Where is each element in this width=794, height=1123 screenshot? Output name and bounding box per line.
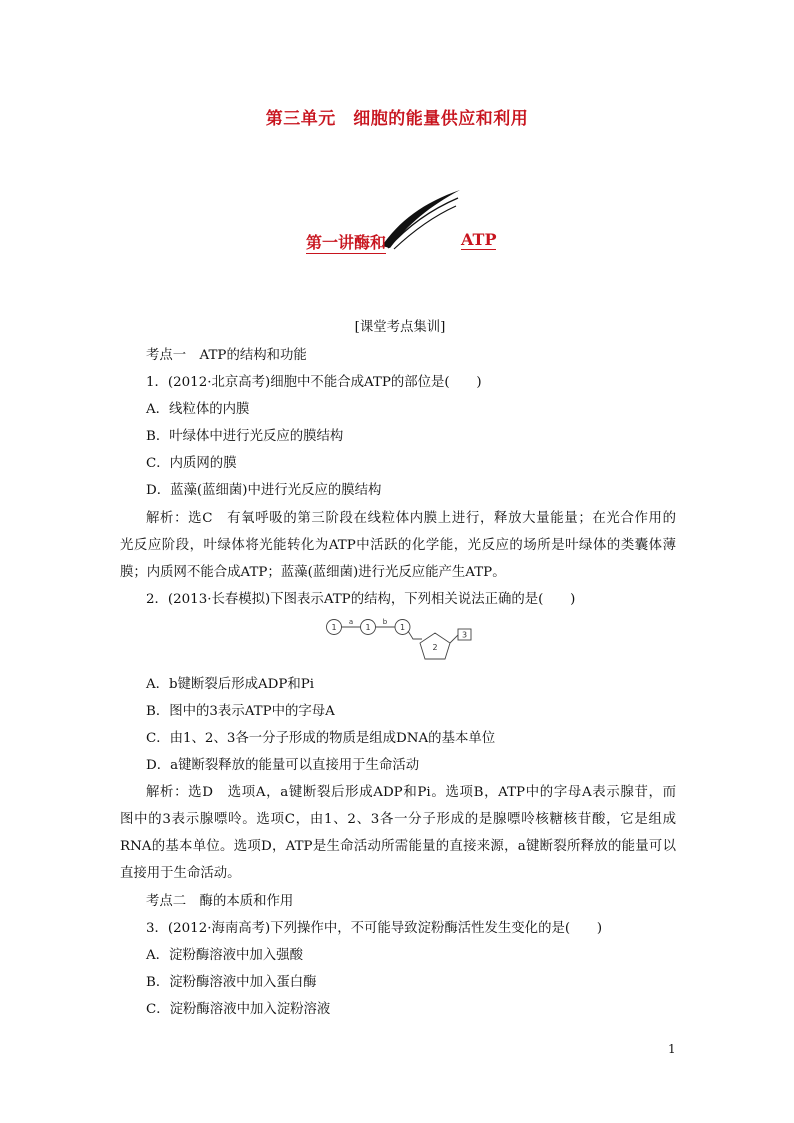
section-header: [课堂考点集训] [354,320,446,335]
option-text: B．淀粉酶溶液中加入蛋白酶 [146,975,317,990]
base-label: 3 [461,630,468,640]
question-text: 3．(2012·海南高考)下列操作中，不可能导致淀粉酶活性发生变化的是( ) [146,921,603,936]
option-text: A．线粒体的内膜 [146,402,250,417]
bond-a-label: a [348,618,354,626]
option-text: B．图中的3表示ATP中的字母A [146,704,335,719]
topic-heading: 考点一 ATP的结构和功能 [146,348,307,363]
option-text: D．蓝藻(蓝细菌)中进行光反应的膜结构 [146,483,382,498]
unit-title: 第三单元 细胞的能量供应和利用 [265,109,529,129]
lecture-title [300,230,500,254]
lecture-title-part2: ATP [461,230,497,249]
answer-text: 解析：选C 有氧呼吸的第三阶段在线粒体内膜上进行，释放大量能量；在光合作用的 [146,511,676,526]
option-text: A．b键断裂后形成ADP和Pi [146,677,315,692]
option-text: A．淀粉酶溶液中加入强酸 [146,948,303,963]
question-text: 1．(2012·北京高考)细胞中不能合成ATP的部位是( ) [146,375,482,390]
option-text: C．内质网的膜 [146,456,237,471]
answer-text: RNA的基本单位。选项D，ATP是生命活动所需能量的直接来源，a键断裂所释放的能量可以 [120,839,676,854]
answer-text: 解析：选D 选项A，a键断裂后形成ADP和Pi。选项B，ATP中的字母A表示腺苷，而 [146,785,676,800]
option-text: C．由1、2、3各一分子形成的物质是组成DNA的基本单位 [146,731,496,746]
phosphate-label: 1 [399,623,406,632]
answer-text: 膜；内质网不能合成ATP；蓝藻(蓝细菌)进行光反应能产生ATP。 [120,565,506,580]
answer-text: 光反应阶段，叶绿体将光能转化为ATP中活跃的化学能，光反应的场所是叶绿体的类囊体薄 [120,538,676,553]
atp-structure-diagram [322,617,472,663]
phosphate-label: 1 [365,623,371,632]
topic-heading: 考点二 酶的本质和作用 [146,894,294,909]
option-text: C．淀粉酶溶液中加入淀粉溶液 [146,1002,331,1017]
phosphate-label: 1 [331,623,337,632]
option-text: B．叶绿体中进行光反应的膜结构 [146,429,344,444]
question-text: 2．(2013·长春模拟)下图表示ATP的结构，下列相关说法正确的是( ) [146,592,576,607]
option-text: D．a键断裂释放的能量可以直接用于生命活动 [146,758,420,773]
answer-text: 图中的3表示腺嘌呤。选项C，由1、2、3各一分子形成的是腺嘌呤核糖核苷酸，它是组成 [120,812,676,827]
sugar-label: 2 [432,643,438,652]
lecture-title-part1: 第一讲酶和 [306,230,386,254]
page-number: 1 [668,1042,676,1056]
answer-text: 直接用于生命活动。 [120,866,241,881]
bond-b-label: b [382,618,388,626]
